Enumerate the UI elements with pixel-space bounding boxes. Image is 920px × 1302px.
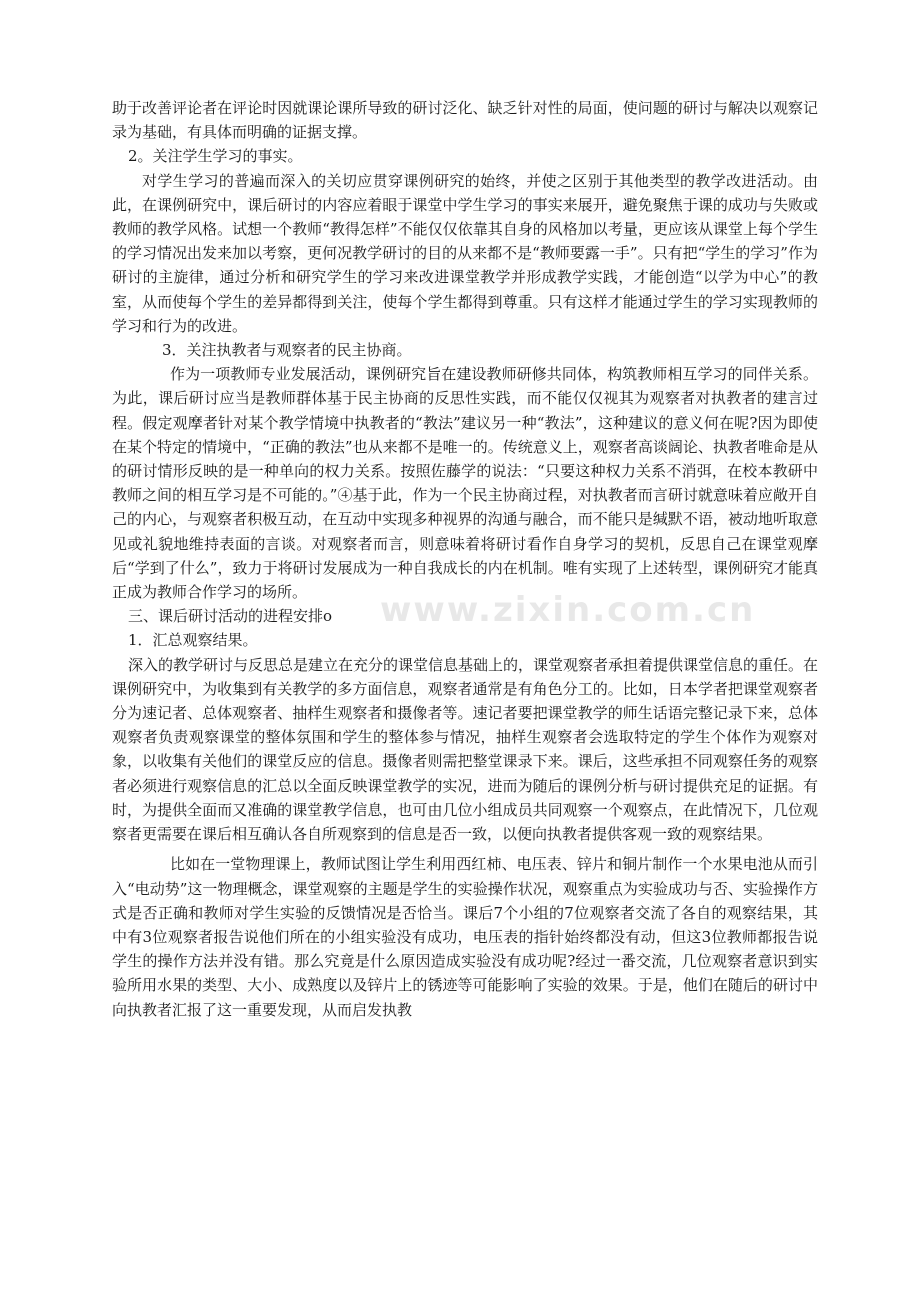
paragraph-physics-example: 比如在一堂物理课上，教师试图让学生利用西红柿、电压表、锌片和铜片制作一个水果电池从而引入“电动势”这一物理概念，课堂观察的主题是学生的实验操作状况，观察重点为实验成功与否、实验操作方式是否正确和教师对学生实验的反馈情况是否恰当。课后7个小组的7位观察者交流了各自的观察结果，其中有3位观察者报告说他们所在的小组实验没有成功，电压表的指针始终都没有动，但这3位教师都报告说学生的操作方法并没有错。那么究竟是什么原因造成实验没有成功呢?经过一番交流，几位观察者意识到实验所用水果的类型、大小、成熟度以及锌片上的锈迹等可能影响了实验的效果。于是，他们在随后的研讨中向执教者汇报了这一重要发现，从而启发执教: [112, 855, 818, 1019]
paragraph-continuation: 助于改善评论者在评论时因就课论课所导致的研讨泛化、缺乏针对性的局面，使问题的研讨与解决以观察记录为基础，有具体而明确的证据支撑。: [112, 99, 818, 142]
document-body: [112, 96, 818, 1022]
subheading-3: 3．关注执教者与观察者的民主协商。: [162, 341, 412, 360]
subheading-1: 1．汇总观察结果。: [128, 631, 258, 650]
section-heading-3: 三、课后研讨活动的进程安排ο: [128, 607, 333, 626]
paragraph-student-learning: 对学生学习的普遍而深入的关切应贯穿课例研究的始终，并使之区别于其他类型的教学改进活动。由此，在课例研究中，课后研讨的内容应着眼于课堂中学生学习的事实来展开，避免聚焦于课的成功与失败或教师的教学风格。试想一个教师“教得怎样”不能仅仅依靠其自身的风格加以考量，更应该从课堂上每个学生的学习情况出发来加以考察，更何况教学研讨的目的从来都不是“教师要露一手”。只有把“学生的学习”作为研讨的主旋律，通过分析和研究学生的学习来改进课堂教学并形成教学实践，才能创造“以学为中心”的教室，从而使每个学生的差异都得到关注，使每个学生都得到尊重。只有这样才能通过学生的学习实现教师的学习和行为的改进。: [112, 171, 818, 335]
watermark: www.zixin.com.cn: [380, 590, 756, 630]
paragraph-democratic-consultation: 作为一项教师专业发展活动，课例研究旨在建设教师研修共同体，构筑教师相互学习的同伴关系。为此，课后研讨应当是教师群体基于民主协商的反思性实践，而不能仅仅视其为观察者对执教者的建言过程。假定观摩者针对某个教学情境中执教者的“教法”建议另一种“教法”，这种建议的意义何在呢?因为即使在某个特定的情境中，“正确的教法”也从来都不是唯一的。传统意义上，观察者高谈阔论、执教者唯命是从的研讨情形反映的是一种单向的权力关系。按照佐藤学的说法：“只要这种权力关系不消弭，在校本教研中教师之间的相互学习是不可能的。”④基于此，作为一个民主协商过程，对执教者而言研讨就意味着应敞开自己的内心，与观察者积极互动，在互动中实现多种视界的沟通与融合，而不能只是缄默不语，被动地听取意见或礼貌地维持表面的言谈。对观察者而言，则意味着将研讨看作自身学习的契机，反思自己在课堂观摩后“学到了什么”，致力于将研讨发展成为一种自我成长的内在机制。唯有实现了上述转型，课例研究才能真正成为教师合作学习的场所。: [112, 365, 818, 602]
subheading-2: 2。关注学生学习的事实。: [128, 147, 303, 166]
paragraph-observation-summary: 深入的教学研讨与反思总是建立在充分的课堂信息基础上的，课堂观察者承担着提供课堂信息的重任。在课例研究中，为收集到有关教学的多方面信息，观察者通常是有角色分工的。比如，日本学者把课堂观察者分为速记者、总体观察者、抽样生观察者和摄像者等。速记者要把课堂教学的师生话语完整记录下来，总体观察者负责观察课堂的整体氛围和学生的整体参与情况，抽样生观察者会选取特定的学生个体作为观察对象，以收集有关他们的课堂反应的信息。摄像者则需把整堂课录下来。课后，这些承担不同观察任务的观察者必须进行观察信息的汇总以全面反映课堂教学的实况，进而为随后的课例分析与研讨提供充足的证据。有时，为提供全面而又准确的课堂教学信息，也可由几位小组成员共同观察一个观察点，在此情况下，几位观察者更需要在课后相互确认各自所观察到的信息是否一致，以便向执教者提供客观一致的观察结果。: [112, 655, 819, 844]
